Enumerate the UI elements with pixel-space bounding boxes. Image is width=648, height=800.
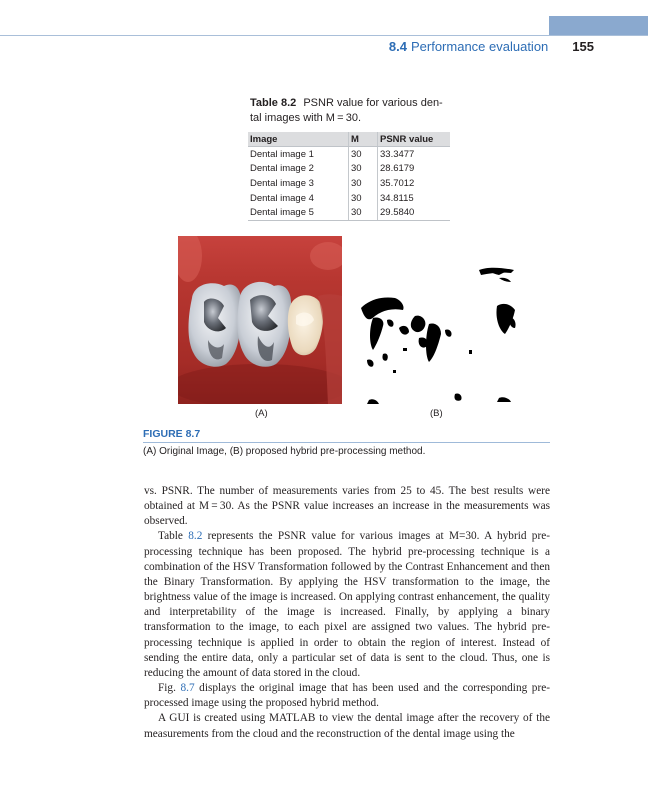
table-row — [248, 176, 450, 191]
paragraph-text: Fig. — [158, 682, 181, 695]
table-caption — [250, 96, 455, 126]
table-caption-line2: tal images with M = 30. — [250, 112, 362, 124]
panel-b-label: (B) — [430, 408, 443, 419]
table-row — [248, 147, 450, 162]
table-row — [248, 162, 450, 177]
col-header-psnr: PSNR value — [378, 132, 451, 147]
cell-m: 30 — [349, 176, 378, 191]
cell-m: 30 — [349, 205, 378, 220]
table-row — [248, 205, 450, 220]
cell-psnr: 28.6179 — [380, 163, 415, 175]
paragraph: A GUI is created using MATLAB to view the dental image after the recovery of the measurements from the cloud and the reconstruction of the dental image using the — [144, 712, 550, 740]
cell-m: 30 — [349, 162, 378, 177]
col-header-image: Image — [248, 132, 349, 147]
cell-psnr: 34.8115 — [380, 192, 414, 204]
figure-rule — [143, 442, 550, 443]
page-number: 155 — [572, 38, 594, 54]
paragraph-text: represents the PSNR value for various images at M=30. A hybrid pre-processing technique has been proposed. The hybrid pre-processing technique is a combination of the HSV Transformation followed by the Contrast Enhancement and then the Binary Transformation. By applying the HSV transformation to the image, the brightness value of the image is increased. On applying contrast enhancement, the quality and interpretability of the image is increased. Finally, by applying a binary transformation to the image, to each pixel are assigned two values. The hybrid pre-processing technique is applied in order to obtain the region of interest. Instead of sending the entire data, only a particular set of data is sent to the cloud. Thus, one is reducing the amount of data stored in the cloud. — [144, 530, 550, 679]
preprocessed-binary-image — [359, 264, 519, 404]
figure-reference-link[interactable]: 8.7 — [180, 682, 195, 695]
running-head — [389, 36, 594, 56]
table-caption-line1: PSNR value for various den- — [303, 97, 443, 109]
paragraph — [144, 529, 550, 681]
table-reference-link[interactable]: 8.2 — [188, 530, 203, 543]
figure-label: FIGURE 8.7 — [143, 428, 201, 440]
table-header-row — [248, 132, 450, 147]
cell-image: Dental image 1 — [250, 148, 314, 160]
cell-m: 30 — [349, 191, 378, 206]
cell-m: 30 — [349, 147, 378, 162]
cell-psnr: 33.3477 — [380, 148, 415, 160]
cell-psnr: 29.5840 — [378, 205, 451, 220]
original-dental-image — [178, 236, 342, 404]
table-label: Table 8.2 — [250, 97, 297, 109]
cell-image: Dental image 3 — [250, 177, 314, 189]
section-title: Performance evaluation — [410, 38, 549, 54]
section-number: 8.4 — [388, 38, 407, 54]
paragraph: vs. PSNR. The number of measurements varies from 25 to 45. The best results were obtained at M = 30. As the PSNR value increases an increase in the measurements was observed. — [144, 485, 550, 528]
paragraph-text: Table — [158, 530, 189, 543]
cell-image: Dental image 5 — [248, 205, 349, 220]
paragraph-text: displays the original image that has been used and the corresponding pre-processed image using the proposed hybrid method. — [144, 682, 550, 710]
cell-image: Dental image 4 — [250, 192, 314, 204]
corner-tab — [549, 16, 648, 36]
psnr-table — [248, 132, 450, 221]
cell-psnr: 35.7012 — [380, 177, 415, 189]
figure-caption: (A) Original Image, (B) proposed hybrid pre-processing method. — [143, 446, 426, 457]
body-text — [144, 484, 550, 742]
paragraph — [144, 681, 550, 711]
panel-a-label: (A) — [255, 408, 268, 419]
cell-image: Dental image 2 — [250, 163, 314, 175]
table-row — [248, 191, 450, 206]
col-header-m: M — [349, 132, 378, 147]
